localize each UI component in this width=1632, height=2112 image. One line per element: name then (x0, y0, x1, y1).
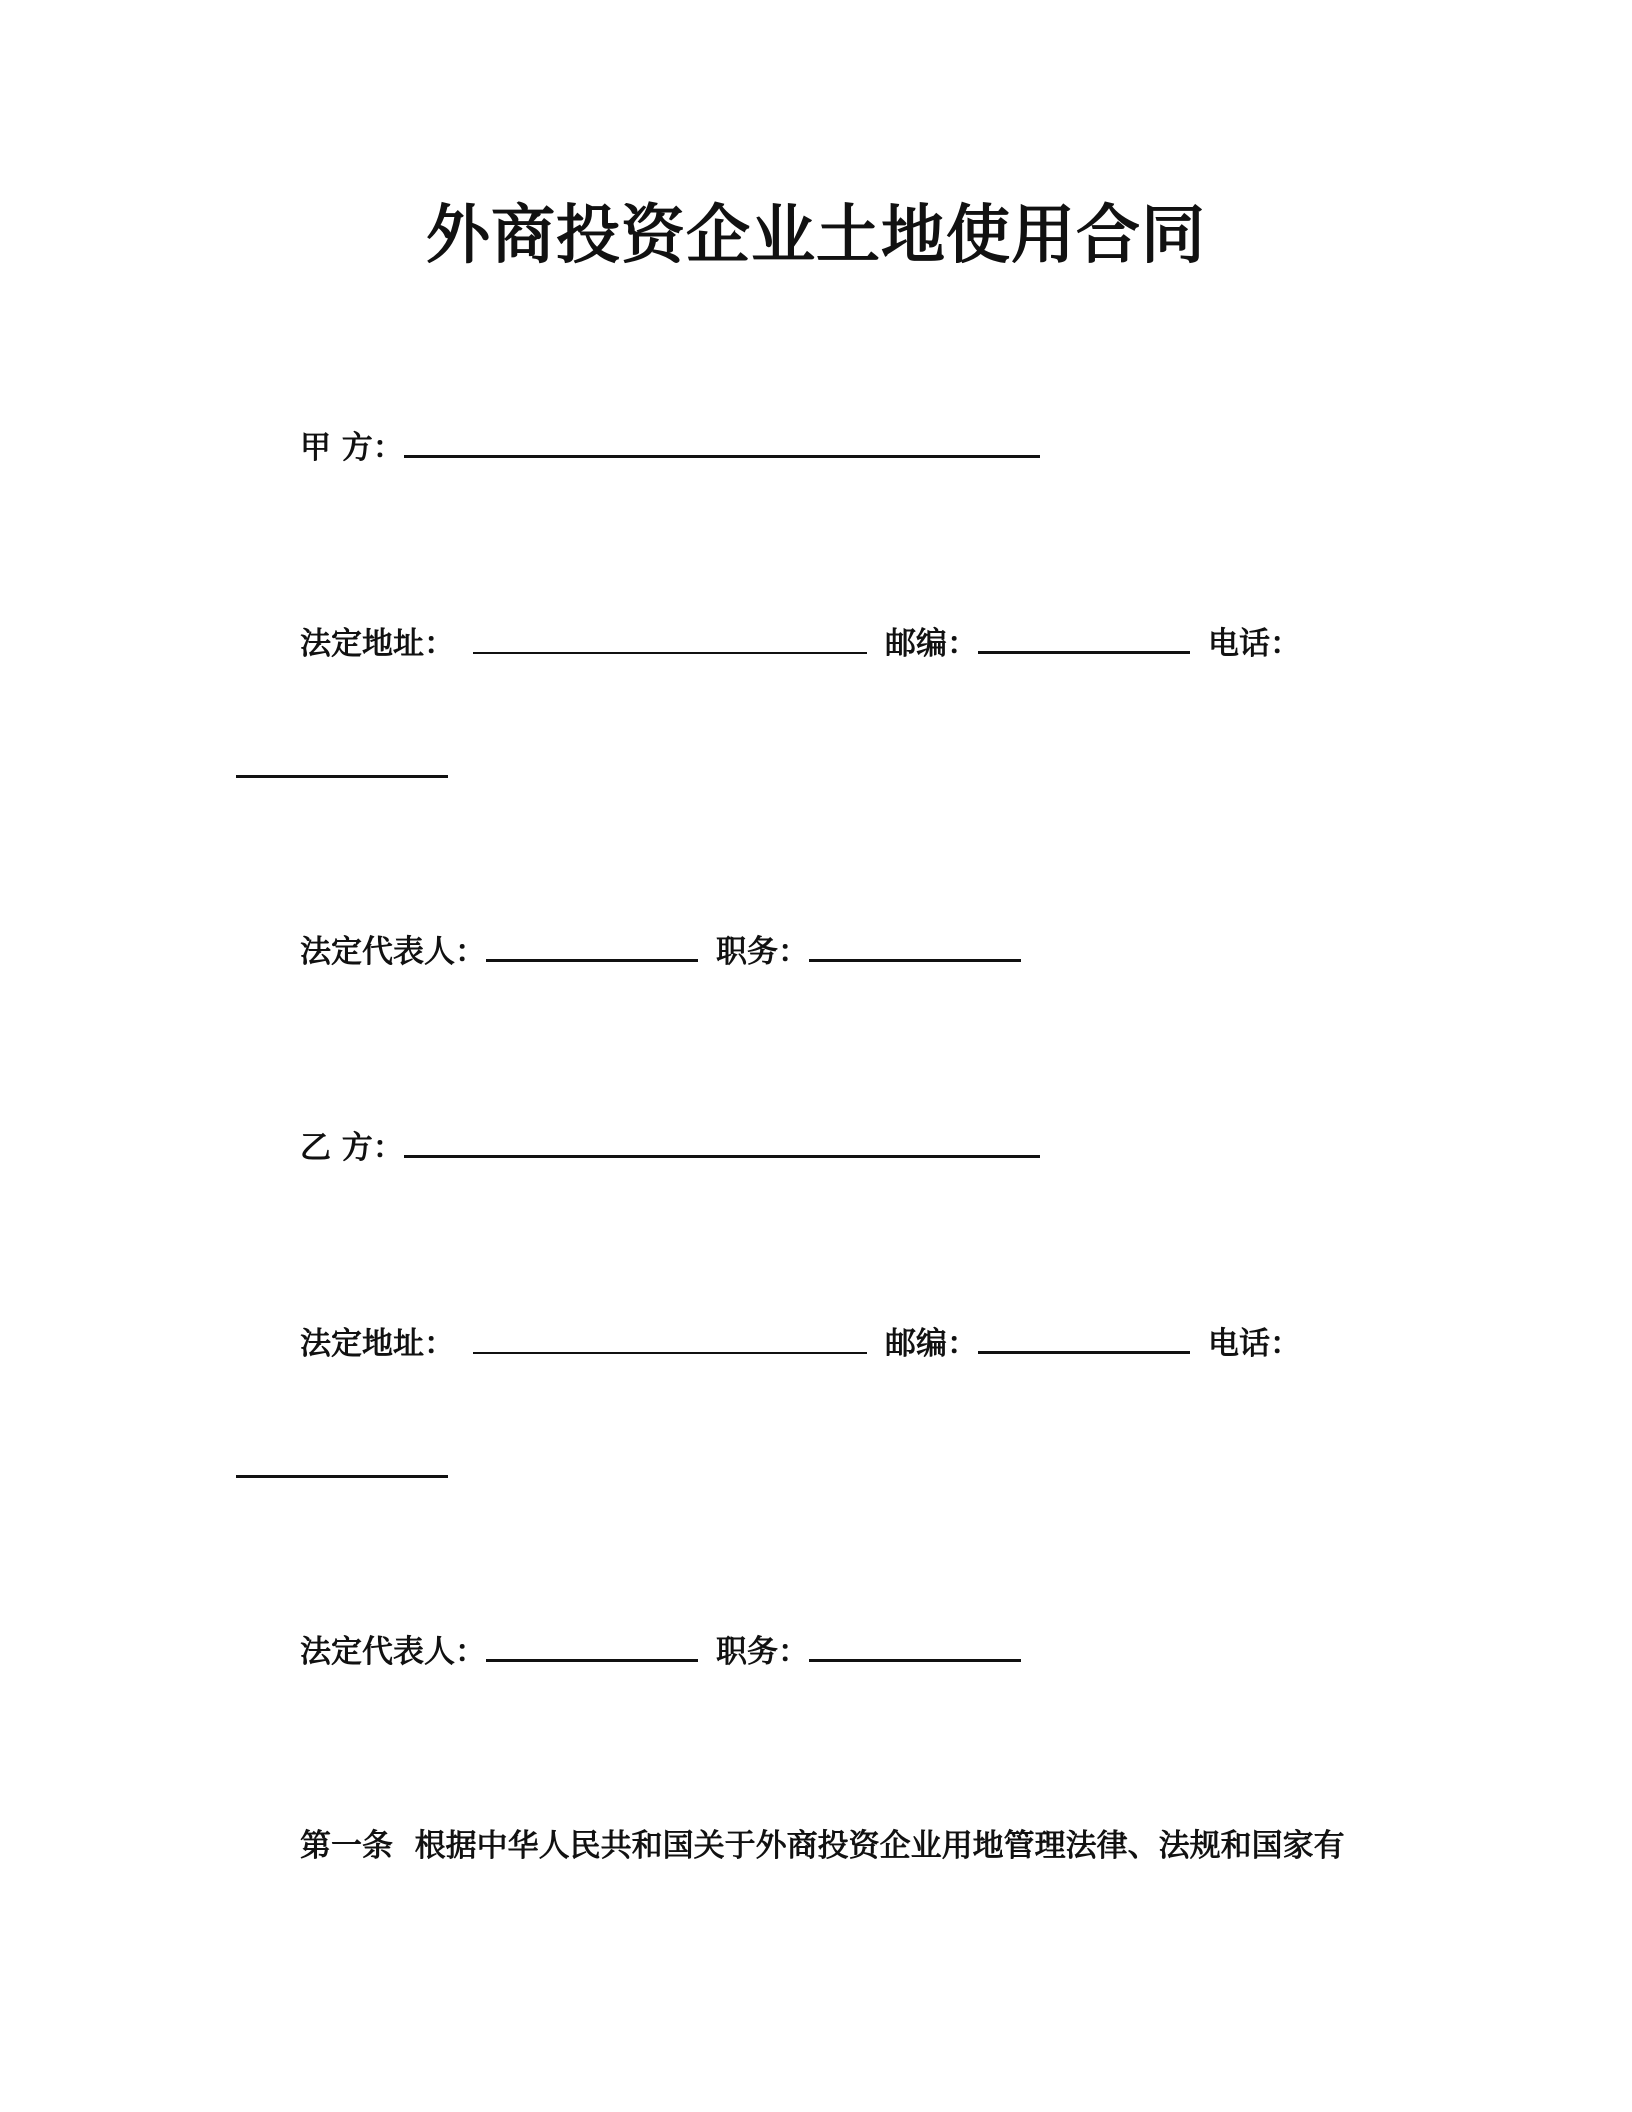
party-a-position-field[interactable] (809, 937, 1021, 962)
party-a-postcode-field[interactable] (978, 629, 1190, 654)
party-a-address-label: 法定地址： (300, 626, 455, 662)
party-b-postcode-label: 邮编： (885, 1326, 978, 1362)
party-a-address-line (300, 624, 1301, 664)
party-a-label: 甲 方： (300, 430, 404, 466)
party-b-postcode-field[interactable] (978, 1329, 1190, 1354)
party-b-label: 乙 方： (300, 1130, 404, 1166)
party-a-address-field[interactable] (473, 630, 867, 654)
party-a-phone-field[interactable] (236, 753, 448, 778)
party-a-line (300, 428, 1040, 468)
party-a-representative-label: 法定代表人： (300, 934, 486, 970)
party-b-representative-field[interactable] (486, 1637, 698, 1662)
party-b-representative-label: 法定代表人： (300, 1634, 486, 1670)
party-b-address-line (300, 1324, 1301, 1364)
party-a-phone-label: 电话： (1208, 626, 1301, 662)
party-b-line (300, 1128, 1040, 1168)
party-a-phone-continuation (236, 748, 448, 788)
party-a-representative-field[interactable] (486, 937, 698, 962)
party-b-representative-line (300, 1632, 1021, 1672)
document-title: 外商投资企业土地使用合同 (426, 199, 1206, 273)
party-b-phone-field[interactable] (236, 1453, 448, 1478)
party-b-name-field[interactable] (404, 1133, 1040, 1158)
party-a-name-field[interactable] (404, 433, 1040, 458)
party-b-address-field[interactable] (473, 1330, 867, 1354)
party-b-address-label: 法定地址： (300, 1326, 455, 1362)
party-b-phone-label: 电话： (1208, 1326, 1301, 1362)
party-a-position-label: 职务： (716, 934, 809, 970)
party-a-representative-line (300, 932, 1021, 972)
article-1-text: 第一条 根据中华人民共和国关于外商投资企业用地管理法律、法规和国家有 (300, 1828, 1345, 1864)
party-b-position-label: 职务： (716, 1634, 809, 1670)
party-b-position-field[interactable] (809, 1637, 1021, 1662)
party-a-postcode-label: 邮编： (885, 626, 978, 662)
party-b-phone-continuation (236, 1448, 448, 1488)
